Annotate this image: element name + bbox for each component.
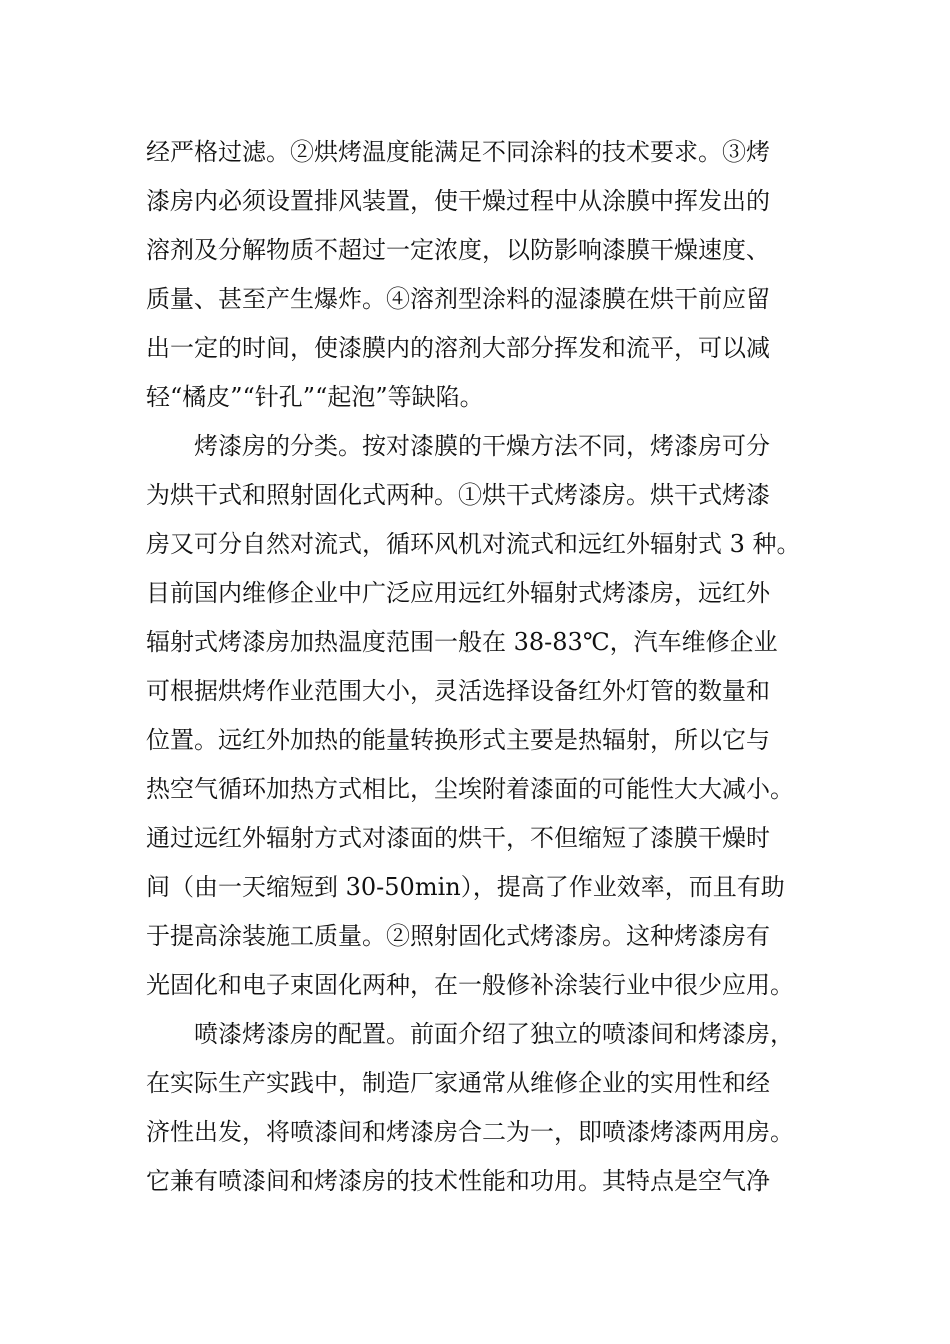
text-line: 间（由一天缩短到 30-50min），提高了作业效率，而且有助 [146,873,785,901]
text-line: 在实际生产实践中，制造厂家通常从维修企业的实用性和经 [146,1069,770,1097]
text-line: 于提高涂装施工质量。②照射固化式烤漆房。这种烤漆房有 [146,922,770,950]
body-text [146,128,826,1206]
text-line: 溶剂及分解物质不超过一定浓度，以防影响漆膜干燥速度、 [146,236,770,264]
text-line: 质量、甚至产生爆炸。④溶剂型涂料的湿漆膜在烘干前应留 [146,285,770,313]
text-line: 为烘干式和照射固化式两种。①烘干式烤漆房。烘干式烤漆 [146,481,770,509]
text-line: 济性出发，将喷漆间和烤漆房合二为一，即喷漆烤漆两用房。 [146,1118,794,1146]
text-line: 经严格过滤。②烘烤温度能满足不同涂料的技术要求。③烤 [146,138,770,166]
text-line: 烤漆房的分类。按对漆膜的干燥方法不同，烤漆房可分 [146,432,770,460]
text-line: 轻“橘皮”“针孔”“起泡”等缺陷。 [146,383,484,411]
text-line: 光固化和电子束固化两种，在一般修补涂装行业中很少应用。 [146,971,794,999]
text-line: 位置。远红外加热的能量转换形式主要是热辐射，所以它与 [146,726,770,754]
text-line: 它兼有喷漆间和烤漆房的技术性能和功用。其特点是空气净 [146,1167,770,1195]
text-line: 出一定的时间，使漆膜内的溶剂大部分挥发和流平，可以减 [146,334,770,362]
text-line: 可根据烘烤作业范围大小，灵活选择设备红外灯管的数量和 [146,677,770,705]
text-line: 目前国内维修企业中广泛应用远红外辐射式烤漆房，远红外 [146,579,770,607]
text-line: 通过远红外辐射方式对漆面的烘干，不但缩短了漆膜干燥时 [146,824,770,852]
text-line: 喷漆烤漆房的配置。前面介绍了独立的喷漆间和烤漆房， [146,1020,794,1048]
text-line: 热空气循环加热方式相比，尘埃附着漆面的可能性大大减小。 [146,775,794,803]
text-line: 辐射式烤漆房加热温度范围一般在 38-83℃，汽车维修企业 [146,628,778,656]
text-line: 房又可分自然对流式，循环风机对流式和远红外辐射式 3 种。 [146,530,801,558]
text-line: 漆房内必须设置排风装置，使干燥过程中从涂膜中挥发出的 [146,187,770,215]
